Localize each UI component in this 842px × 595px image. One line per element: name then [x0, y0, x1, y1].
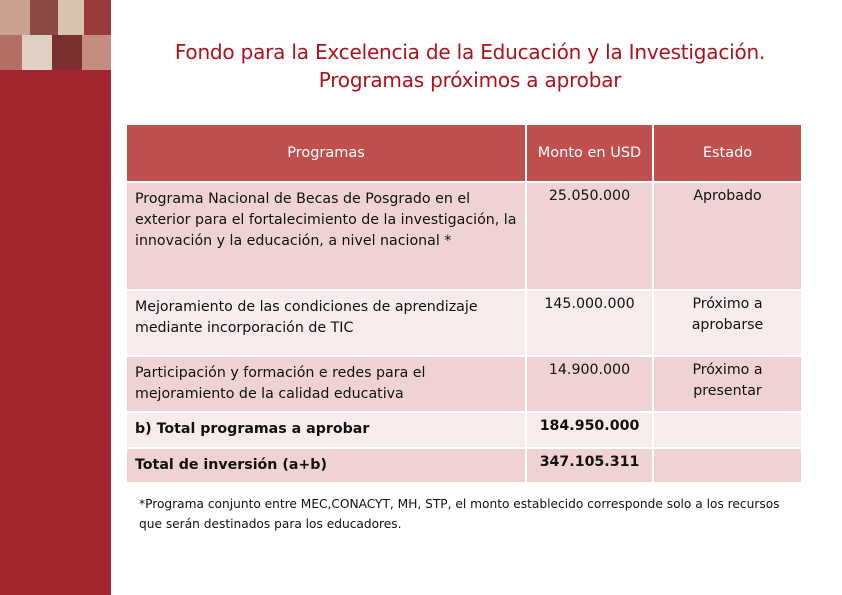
cell-programa: Programa Nacional de Becas de Posgrado en el exterior para el fortalecimiento de la investigación, la innovación y la educación, a nivel nacional * — [127, 182, 526, 290]
table-row — [127, 182, 801, 290]
programs-table — [127, 125, 801, 482]
sidebar-band — [0, 0, 111, 595]
table-row — [127, 448, 801, 482]
header-programas: Programas — [127, 125, 526, 182]
cell-estado: Próximo a presentar — [653, 356, 801, 412]
cell-programa: Participación y formación e redes para el mejoramiento de la calidad educativa — [127, 356, 526, 412]
cell-monto: 347.105.311 — [526, 448, 653, 482]
header-estado: Estado — [653, 125, 801, 182]
header-photo-collage — [0, 0, 111, 70]
table-row — [127, 290, 801, 356]
cell-monto: 145.000.000 — [526, 290, 653, 356]
header-monto: Monto en USD — [526, 125, 653, 182]
cell-programa: b) Total programas a aprobar — [127, 412, 526, 448]
footnote: *Programa conjunto entre MEC,CONACYT, MH, STP, el monto establecido corresponde solo a los recursos que serán destinados para los educadores. — [139, 497, 780, 531]
table-header-row — [127, 125, 801, 182]
cell-estado: Próximo a aprobarse — [653, 290, 801, 356]
cell-programa: Mejoramiento de las condiciones de aprendizaje mediante incorporación de TIC — [127, 290, 526, 356]
cell-monto: 184.950.000 — [526, 412, 653, 448]
title-line-1: Fondo para la Excelencia de la Educación y la Investigación. — [174, 40, 766, 64]
cell-monto: 25.050.000 — [526, 182, 653, 290]
cell-estado — [653, 448, 801, 482]
cell-monto: 14.900.000 — [526, 356, 653, 412]
title-line-2: Programas próximos a aprobar — [318, 68, 622, 92]
cell-estado — [653, 412, 801, 448]
table-row — [127, 356, 801, 412]
table-row — [127, 412, 801, 448]
cell-programa: Total de inversión (a+b) — [127, 448, 526, 482]
page-title — [120, 38, 820, 94]
cell-estado: Aprobado — [653, 182, 801, 290]
